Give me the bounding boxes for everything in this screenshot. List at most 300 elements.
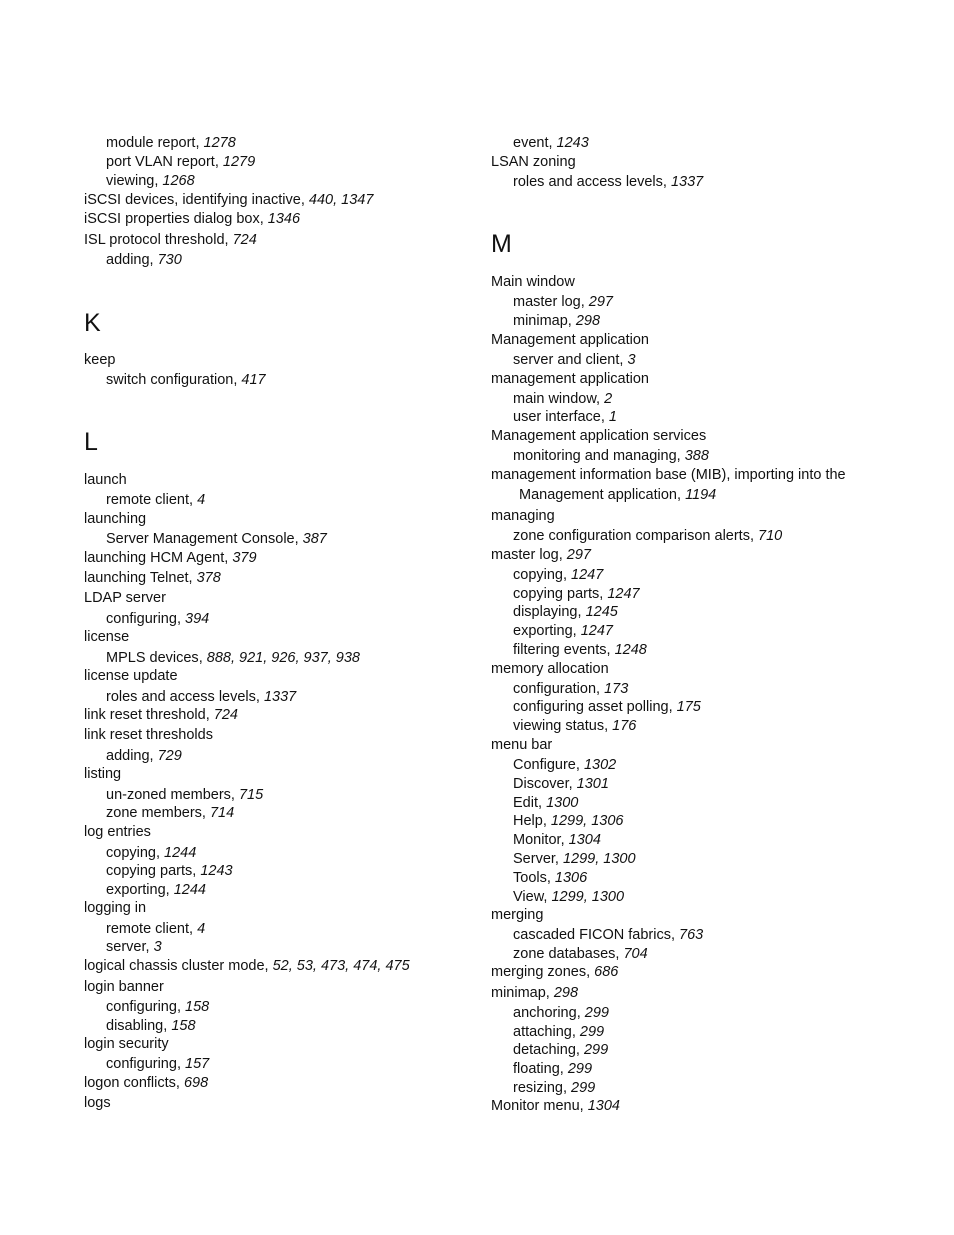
index-subentry xyxy=(513,756,616,774)
index-subentry xyxy=(106,804,234,822)
index-subentry xyxy=(513,717,636,735)
index-term: listing xyxy=(84,766,122,782)
index-subentry xyxy=(513,173,703,191)
index-subentry xyxy=(513,1079,595,1097)
index-entry xyxy=(84,231,257,249)
index-subentry xyxy=(513,1060,592,1078)
index-entry xyxy=(491,1097,620,1115)
index-subentry xyxy=(106,844,196,862)
index-entry xyxy=(84,823,151,841)
index-separator: , xyxy=(562,567,572,583)
index-term: port VLAN report xyxy=(106,154,215,170)
index-term: viewing status xyxy=(513,718,605,734)
page-reference[interactable]: 686 xyxy=(594,964,619,980)
index-separator: , xyxy=(560,832,569,848)
index-entry xyxy=(491,736,552,754)
index-term: user interface xyxy=(513,409,601,425)
index-subentry xyxy=(513,888,624,906)
index-entry xyxy=(84,191,373,209)
index-separator: , xyxy=(192,863,201,879)
page-reference[interactable]: 729 xyxy=(157,748,182,764)
index-entry xyxy=(84,899,146,917)
page-reference[interactable]: 3 xyxy=(153,939,162,955)
index-term: module report xyxy=(106,135,196,151)
page-reference[interactable]: 1304 xyxy=(568,832,601,848)
page-reference[interactable]: 1247 xyxy=(580,623,613,639)
page-reference[interactable]: 1304 xyxy=(587,1098,620,1114)
index-subentry xyxy=(513,926,703,944)
index-subentry xyxy=(513,566,603,584)
index-term: ISL protocol threshold xyxy=(84,232,225,248)
page-reference[interactable]: 299 xyxy=(583,1042,609,1058)
index-term: Management application xyxy=(491,332,649,348)
page-reference[interactable]: 1279 xyxy=(222,154,256,170)
index-separator: , xyxy=(149,748,158,764)
index-subentry xyxy=(513,1023,604,1041)
index-term: remote client xyxy=(106,921,190,937)
page-reference[interactable]: 379 xyxy=(232,550,257,566)
index-term: master log xyxy=(513,294,581,310)
index-entry xyxy=(84,471,127,489)
index-term: Edit xyxy=(513,795,538,811)
index-entry xyxy=(84,210,300,228)
index-term: login security xyxy=(84,1036,169,1052)
index-term: Main window xyxy=(491,274,575,290)
index-term: cascaded FICON fabrics xyxy=(513,927,671,943)
index-term: configuring xyxy=(106,611,177,627)
index-subentry xyxy=(106,530,327,548)
page-reference[interactable]: 704 xyxy=(623,946,648,962)
index-entry xyxy=(491,984,578,1002)
page-reference[interactable]: 1243 xyxy=(556,135,589,151)
page-reference[interactable]: 1299, 1306 xyxy=(550,813,624,829)
index-separator: , xyxy=(548,135,557,151)
index-separator: , xyxy=(559,1061,568,1077)
page-reference[interactable]: 4 xyxy=(197,492,206,508)
index-separator: , xyxy=(188,570,197,586)
index-subentry xyxy=(513,812,623,830)
index-separator: , xyxy=(619,352,628,368)
index-separator: , xyxy=(579,1098,588,1114)
page-reference[interactable]: 440, 1347 xyxy=(308,192,374,208)
index-term: merging xyxy=(491,907,544,923)
index-term: monitoring and managing xyxy=(513,448,677,464)
index-term: Management application xyxy=(519,487,677,503)
page-reference[interactable]: 4 xyxy=(197,921,206,937)
index-subentry xyxy=(513,447,709,465)
index-separator: , xyxy=(615,946,624,962)
index-entry xyxy=(84,706,238,724)
index-term: iSCSI properties dialog box xyxy=(84,211,260,227)
index-term: launching xyxy=(84,511,147,527)
index-term: Configure xyxy=(513,757,576,773)
page-reference[interactable]: 730 xyxy=(157,252,182,268)
page-reference[interactable]: 1302 xyxy=(583,757,617,773)
index-term: zone configuration comparison alerts xyxy=(513,528,750,544)
index-entry xyxy=(84,1035,169,1053)
index-term: merging zones xyxy=(491,964,587,980)
index-term: exporting xyxy=(106,882,166,898)
index-entry xyxy=(491,546,591,564)
index-term: roles and access levels xyxy=(513,174,663,190)
index-separator: , xyxy=(163,1018,172,1034)
page-reference[interactable]: 297 xyxy=(588,294,613,310)
page-reference[interactable]: 763 xyxy=(679,927,704,943)
page-reference[interactable]: 299 xyxy=(571,1080,596,1096)
index-separator: , xyxy=(214,154,223,170)
index-separator: , xyxy=(154,173,163,189)
page-reference[interactable]: 158 xyxy=(171,1018,196,1034)
page-reference[interactable]: 297 xyxy=(566,547,591,563)
index-term: main window xyxy=(513,391,597,407)
index-term: logs xyxy=(84,1095,111,1111)
index-subentry xyxy=(513,312,600,330)
index-separator: , xyxy=(165,882,174,898)
index-separator: , xyxy=(175,1075,184,1091)
page-reference[interactable]: 1243 xyxy=(200,863,233,879)
page-reference[interactable]: 378 xyxy=(196,570,221,586)
index-separator: , xyxy=(546,870,555,886)
index-subentry xyxy=(513,869,587,887)
page-reference[interactable]: 1248 xyxy=(614,642,647,658)
page-reference[interactable]: 388 xyxy=(684,448,709,464)
index-term: minimap xyxy=(491,985,546,1001)
page-reference[interactable]: 298 xyxy=(575,313,601,329)
index-separator: , xyxy=(255,689,264,705)
page-reference[interactable]: 1301 xyxy=(576,776,609,792)
index-entry xyxy=(491,660,609,678)
index-term: Server xyxy=(513,851,555,867)
page-reference[interactable]: 724 xyxy=(213,707,238,723)
index-term: copying xyxy=(106,845,156,861)
index-term: un-zoned members xyxy=(106,787,231,803)
index-separator: , xyxy=(567,313,576,329)
index-term: server and client xyxy=(513,352,620,368)
index-term: configuration xyxy=(513,681,597,697)
index-entry xyxy=(491,466,846,484)
index-subentry xyxy=(513,1004,609,1022)
index-entry xyxy=(84,569,221,587)
index-entry xyxy=(491,963,618,981)
index-term: Monitor xyxy=(513,832,561,848)
page-reference[interactable]: 715 xyxy=(238,787,264,803)
index-entry xyxy=(84,1094,111,1112)
section-letter-m: M xyxy=(491,230,512,258)
index-term: roles and access levels xyxy=(106,689,256,705)
page-reference[interactable]: 1299, 1300 xyxy=(551,889,625,905)
page-reference[interactable]: 1 xyxy=(608,409,617,425)
index-subentry xyxy=(106,688,296,706)
page-reference[interactable]: 173 xyxy=(604,681,629,697)
index-entry xyxy=(491,370,649,388)
index-term: exporting xyxy=(513,623,573,639)
index-separator: , xyxy=(596,391,605,407)
index-term: link reset threshold xyxy=(84,707,206,723)
index-term: configuring asset polling xyxy=(513,699,669,715)
index-subentry xyxy=(513,390,612,408)
page-reference[interactable]: 1194 xyxy=(685,487,717,503)
index-subentry xyxy=(513,794,578,812)
page-reference[interactable]: 1247 xyxy=(571,567,604,583)
page-reference[interactable]: 387 xyxy=(302,531,327,547)
page-reference[interactable]: 1244 xyxy=(173,882,206,898)
page-reference[interactable]: 1245 xyxy=(585,604,618,620)
index-separator: , xyxy=(189,492,198,508)
page-reference[interactable]: 1306 xyxy=(554,870,588,886)
index-term: Monitor menu xyxy=(491,1098,580,1114)
index-term: resizing xyxy=(513,1080,563,1096)
index-entry xyxy=(491,906,543,924)
index-separator: , xyxy=(604,718,613,734)
index-subentry xyxy=(106,1055,209,1073)
index-term: logging in xyxy=(84,900,147,916)
page-reference[interactable]: 888, 921, 926, 937, 938 xyxy=(206,650,360,666)
index-term: logon conflicts xyxy=(84,1075,176,1091)
index-subentry xyxy=(519,486,716,504)
index-term: Tools xyxy=(513,870,547,886)
index-term: Server Management Console xyxy=(106,531,295,547)
index-separator: , xyxy=(300,192,309,208)
index-term: launching HCM Agent xyxy=(84,550,225,566)
index-subentry xyxy=(106,1017,196,1035)
index-separator: , xyxy=(668,699,677,715)
index-entry xyxy=(491,273,575,291)
index-subentry xyxy=(106,610,209,628)
index-separator: , xyxy=(576,1005,585,1021)
index-separator: , xyxy=(670,927,680,943)
page-reference[interactable]: 1244 xyxy=(164,845,197,861)
index-term: Help xyxy=(513,813,543,829)
index-subentry xyxy=(513,293,613,311)
index-subentry xyxy=(513,585,640,603)
index-separator: , xyxy=(571,1024,580,1040)
index-subentry xyxy=(106,786,263,804)
page-reference[interactable]: 175 xyxy=(676,699,701,715)
index-separator: , xyxy=(294,531,303,547)
index-term: license xyxy=(84,629,130,645)
page-reference[interactable]: 299 xyxy=(579,1024,605,1040)
index-term: minimap xyxy=(513,313,568,329)
index-separator: , xyxy=(195,135,204,151)
index-term: LSAN zoning xyxy=(491,154,576,170)
page-reference[interactable]: 176 xyxy=(612,718,637,734)
index-entry xyxy=(84,726,213,744)
index-subentry xyxy=(513,831,601,849)
index-separator: , xyxy=(149,252,158,268)
index-term: viewing xyxy=(106,173,155,189)
page-reference[interactable]: 1337 xyxy=(263,689,297,705)
index-separator: , xyxy=(676,448,685,464)
section-letter-k: K xyxy=(84,309,101,337)
page-reference[interactable]: 1337 xyxy=(670,174,704,190)
index-term: copying parts xyxy=(106,863,193,879)
index-term: displaying xyxy=(513,604,578,620)
index-term: copying parts xyxy=(513,586,600,602)
index-separator: , xyxy=(596,681,605,697)
index-separator: , xyxy=(538,795,547,811)
index-term: zone members xyxy=(106,805,202,821)
index-term: event xyxy=(513,135,549,151)
index-term: switch configuration xyxy=(106,372,234,388)
index-term: configuring xyxy=(106,1056,177,1072)
index-term: configuring xyxy=(106,999,177,1015)
index-subentry xyxy=(106,649,360,667)
index-subentry xyxy=(513,351,636,369)
index-separator: , xyxy=(543,889,552,905)
page-reference[interactable]: 1299, 1300 xyxy=(562,851,636,867)
index-subentry xyxy=(513,527,782,545)
index-subentry xyxy=(106,881,206,899)
index-separator: , xyxy=(600,409,609,425)
index-subentry xyxy=(513,775,609,793)
index-entry xyxy=(491,153,576,171)
index-term: attaching xyxy=(513,1024,572,1040)
index-subentry xyxy=(106,938,162,956)
page-reference[interactable]: 157 xyxy=(185,1056,210,1072)
index-entry xyxy=(491,427,706,445)
page-reference[interactable]: 724 xyxy=(232,232,257,248)
index-separator: , xyxy=(155,845,165,861)
page-reference[interactable]: 1346 xyxy=(267,211,301,227)
index-term: login banner xyxy=(84,979,164,995)
index-separator: , xyxy=(189,921,198,937)
index-term: managing xyxy=(491,508,555,524)
page-reference[interactable]: 158 xyxy=(185,999,210,1015)
index-subentry xyxy=(106,747,182,765)
page-reference[interactable]: 698 xyxy=(183,1075,209,1091)
index-subentry xyxy=(513,622,613,640)
index-subentry xyxy=(106,172,195,190)
index-term: launching Telnet xyxy=(84,570,189,586)
index-separator: , xyxy=(201,805,210,821)
index-separator: , xyxy=(586,964,595,980)
index-separator: , xyxy=(224,232,233,248)
index-separator: , xyxy=(749,528,759,544)
index-term: Management application services xyxy=(491,428,707,444)
page-reference[interactable]: 299 xyxy=(584,1005,609,1021)
index-term: floating xyxy=(513,1061,560,1077)
page-reference[interactable]: 1278 xyxy=(203,135,236,151)
index-separator: , xyxy=(606,642,615,658)
index-term: logical chassis cluster mode xyxy=(84,958,265,974)
page-reference[interactable]: 298 xyxy=(553,985,579,1001)
index-separator: , xyxy=(230,787,239,803)
index-separator: , xyxy=(233,372,242,388)
page-reference[interactable]: 2 xyxy=(604,391,613,407)
index-term: anchoring xyxy=(513,1005,577,1021)
index-separator: , xyxy=(572,623,581,639)
index-term: adding xyxy=(106,252,150,268)
index-term: Discover xyxy=(513,776,569,792)
index-term: MPLS devices xyxy=(106,650,199,666)
index-separator: , xyxy=(562,1080,572,1096)
index-separator: , xyxy=(558,547,567,563)
index-term: server xyxy=(106,939,146,955)
index-subentry xyxy=(513,1041,608,1059)
index-separator: , xyxy=(575,757,584,773)
index-subentry xyxy=(106,998,209,1016)
index-subentry xyxy=(513,698,701,716)
index-term: license update xyxy=(84,668,178,684)
page-reference[interactable]: 1247 xyxy=(607,586,640,602)
index-subentry xyxy=(106,134,236,152)
index-separator: , xyxy=(259,211,268,227)
index-term: memory allocation xyxy=(491,661,609,677)
index-subentry xyxy=(513,850,636,868)
index-separator: , xyxy=(599,586,608,602)
index-term: zone databases xyxy=(513,946,616,962)
index-subentry xyxy=(106,920,205,938)
index-subentry xyxy=(513,134,589,152)
index-separator: , xyxy=(176,1056,185,1072)
index-separator: , xyxy=(677,487,686,503)
index-term: remote client xyxy=(106,492,190,508)
index-entry xyxy=(84,957,410,975)
index-entry xyxy=(84,351,115,369)
index-separator: , xyxy=(145,939,154,955)
index-separator: , xyxy=(554,851,563,867)
index-subentry xyxy=(106,371,266,389)
page-reference[interactable]: 714 xyxy=(209,805,235,821)
index-entry xyxy=(84,549,257,567)
index-term: menu bar xyxy=(491,737,553,753)
index-separator: , xyxy=(176,999,185,1015)
index-term: log entries xyxy=(84,824,151,840)
index-subentry xyxy=(106,491,205,509)
index-separator: , xyxy=(542,813,551,829)
index-subentry xyxy=(513,603,618,621)
page-reference[interactable]: 3 xyxy=(627,352,636,368)
index-term: adding xyxy=(106,748,150,764)
index-term: management application xyxy=(491,371,649,387)
page-reference[interactable]: 1300 xyxy=(546,795,579,811)
index-term: launch xyxy=(84,472,127,488)
index-entry xyxy=(84,1074,208,1092)
index-entry xyxy=(84,978,164,996)
page-reference[interactable]: 1268 xyxy=(162,173,195,189)
index-separator: , xyxy=(264,958,273,974)
page-reference[interactable]: 417 xyxy=(241,372,266,388)
index-term: LDAP server xyxy=(84,590,166,606)
index-term: master log xyxy=(491,547,559,563)
page-reference[interactable]: 710 xyxy=(758,528,783,544)
index-term: detaching xyxy=(513,1042,576,1058)
index-entry xyxy=(84,628,129,646)
index-subentry xyxy=(513,945,648,963)
index-term: View xyxy=(513,889,544,905)
index-term: link reset thresholds xyxy=(84,727,213,743)
index-term: keep xyxy=(84,352,116,368)
index-separator: , xyxy=(176,611,185,627)
index-subentry xyxy=(513,641,647,659)
index-term: management information base (MIB), importing into the xyxy=(491,467,846,483)
index-subentry xyxy=(513,680,628,698)
index-term: disabling xyxy=(106,1018,164,1034)
index-separator: , xyxy=(577,604,586,620)
page-reference[interactable]: 299 xyxy=(567,1061,593,1077)
page-reference[interactable]: 394 xyxy=(185,611,210,627)
index-entry xyxy=(84,510,146,528)
index-term: filtering events xyxy=(513,642,607,658)
index-entry xyxy=(491,507,555,525)
index-subentry xyxy=(106,153,255,171)
index-separator: , xyxy=(224,550,233,566)
index-separator: , xyxy=(662,174,671,190)
page-reference[interactable]: 52, 53, 473, 474, 475 xyxy=(272,958,410,974)
index-entry xyxy=(84,765,121,783)
index-separator: , xyxy=(580,294,589,310)
index-separator: , xyxy=(545,985,554,1001)
